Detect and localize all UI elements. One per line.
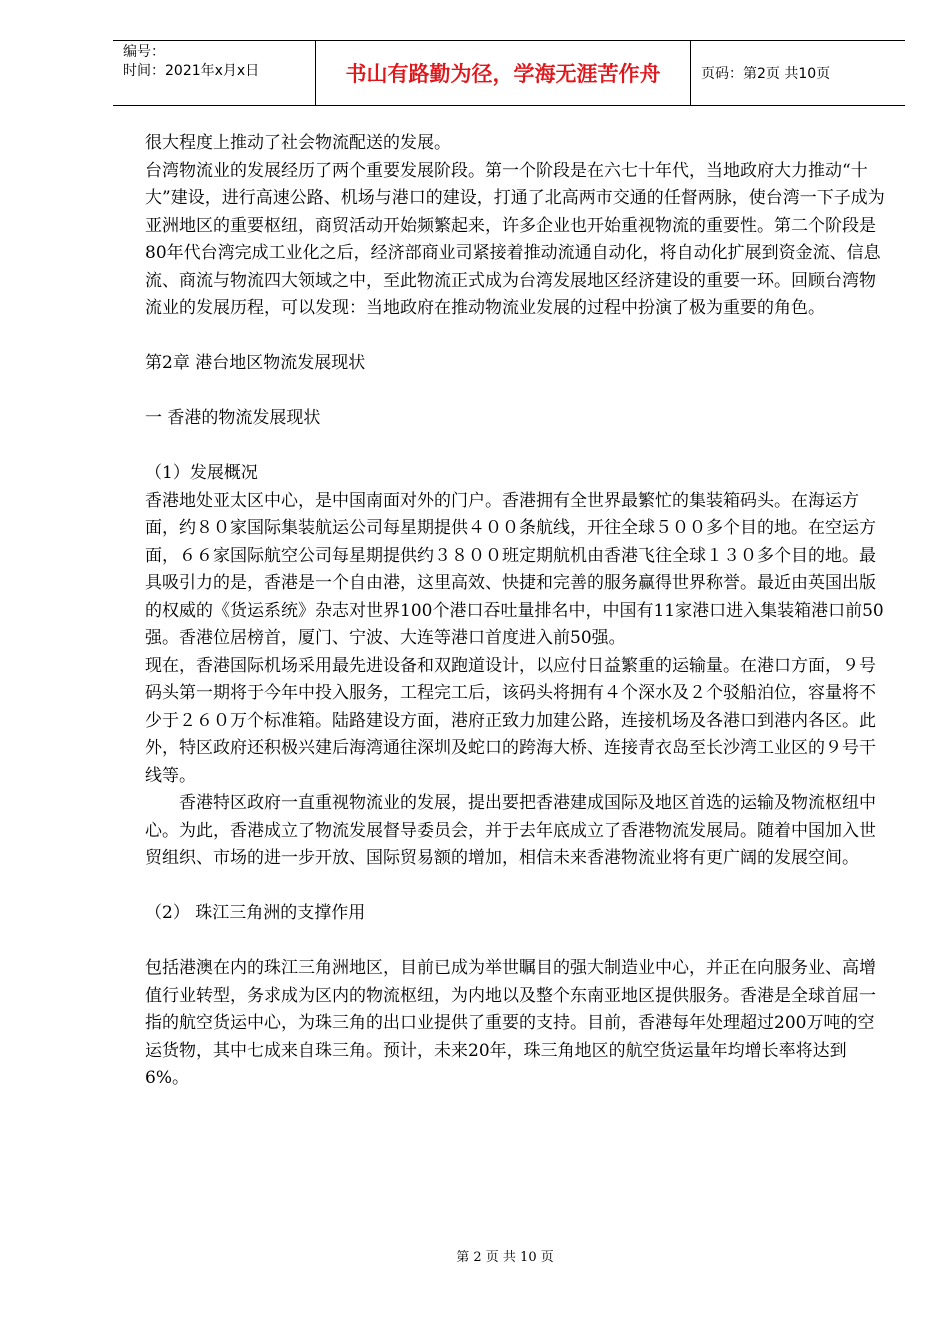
- header-page-label: 页码：第2页 共10页: [701, 66, 831, 82]
- paragraph: 香港特区政府一直重视物流业的发展，提出要把香港建成国际及地区首选的运输及物流枢纽中心。为此，香港成立了物流发展督导委员会，并于去年底成立了香港物流发展局。随着中国加入世贸组织、市场的进一步开放、国际贸易额的增加，相信未来香港物流业将有更广阔的发展空间。: [145, 793, 876, 868]
- paragraph: 香港地处亚太区中心，是中国南面对外的门户。香港拥有全世界最繁忙的集装箱码头。在海运方面，约８０家国际集装航运公司每星期提供４００条航线，开往全球５００多个目的地。在空运方面，６６家国际航空公司每星期提供约３８００班定期航机由香港飞往全球１３０多个目的地。最具吸引力的是，香港是一个自由港，这里高效、快捷和完善的服务赢得世界称誉。最近由英国出版的权威的《货运系统》杂志对世界100个港口吞吐量排名中，中国有11家港口进入集装箱港口前50强。香港位居榜首，厦门、宁波、大连等港口首度进入前50强。: [145, 490, 884, 648]
- paragraph: 现在，香港国际机场采用最先进设备和双跑道设计，以应付日益繁重的运输量。在港口方面，９号码头第一期将于今年中投入服务，工程完工后，该码头将拥有４个深水及２个驳船泊位，容量将不少于２６０万个标准箱。陆路建设方面，港府正致力加建公路，连接机场及各港口到港内各区。此外，特区政府还积极兴建后海湾通往深圳及蛇口的跨海大桥、连接青衣岛至长沙湾工业区的９号干线等。: [145, 655, 876, 786]
- section-heading: 一 香港的物流发展现状: [145, 408, 321, 428]
- code-label: 编号：: [123, 44, 165, 60]
- time-label: 时间：2021年x月x日: [123, 63, 260, 79]
- subsection-heading: （1）发展概况: [145, 463, 258, 483]
- paragraph: 台湾物流业的发展经历了两个重要发展阶段。第一个阶段是在六七十年代，当地政府大力推动“十大”建设，进行高速公路、机场与港口的建设，打通了北高两市交通的任督两脉，使台湾一下子成为亚洲地区的重要枢纽，商贸活动开始频繁起来，许多企业也开始重视物流的重要性。第二个阶段是80年代台湾完成工业化之后，经济部商业司紧接着推动流通自动化，将自动化扩展到资金流、信息流、商流与物流四大领域之中，至此物流正式成为台湾发展地区经济建设的重要一环。回顾台湾物流业的发展历程，可以发现：当地政府在推动物流业发展的过程中扮演了极为重要的角色。: [145, 160, 885, 318]
- paragraph: 很大程度上推动了社会物流配送的发展。: [145, 133, 451, 153]
- page-header: [113, 40, 905, 106]
- chapter-heading: 第2章 港台地区物流发展现状: [145, 353, 366, 373]
- header-meta: [113, 41, 316, 105]
- subsection-heading: （2） 珠江三角洲的支撑作用: [145, 903, 366, 923]
- header-motto: 书山有路勤为径，学海无涯苦作舟: [316, 41, 691, 105]
- paragraph: 包括港澳在内的珠江三角洲地区，目前已成为举世瞩目的强大制造业中心，并正在向服务业、高增值行业转型，务求成为区内的物流枢纽，为内地以及整个东南亚地区提供服务。香港是全球首屈一指的航空货运中心，为珠三角的出口业提供了重要的支持。目前，香港每年处理超过200万吨的空运货物，其中七成来自珠三角。预计，未来20年，珠三角地区的航空货运量年均增长率将达到6%。: [145, 958, 876, 1088]
- page-footer: 第 2 页 共 10 页: [456, 1250, 554, 1265]
- document-body: [145, 130, 885, 1093]
